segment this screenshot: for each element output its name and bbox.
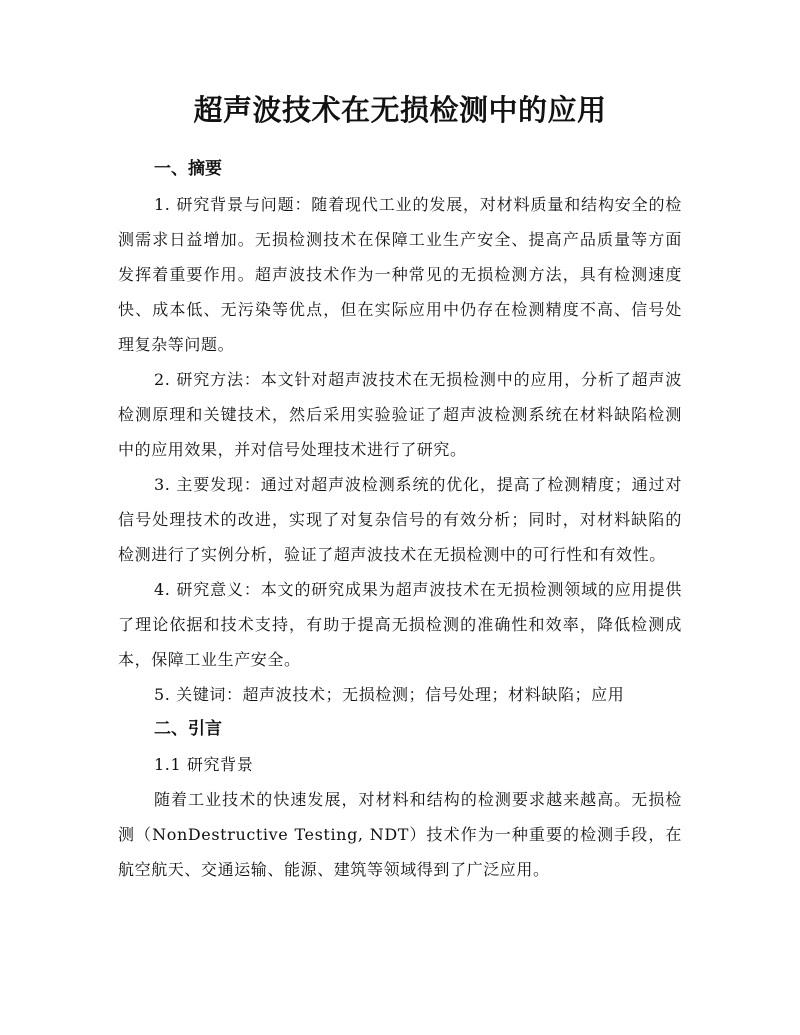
abstract-item-method: 2. 研究方法：本文针对超声波技术在无损检测中的应用，分析了超声波检测原理和关键技术，然后采用实验验证了超声波检测系统在材料缺陷检测中的应用效果，并对信号处理技术进行了研究。 xyxy=(118,370,682,459)
intro-paragraph: 随着工业技术的快速发展，对材料和结构的检测要求越来越高。无损检测（NonDestructive Testing, NDT）技术作为一种重要的检测手段，在航空航天、交通运输、能源、建筑等领域得到了广泛应用。 xyxy=(118,790,682,879)
intro-subheading: 1.1 研究背景 xyxy=(154,755,254,774)
abstract-item-findings: 3. 主要发现：通过对超声波检测系统的优化，提高了检测精度；通过对信号处理技术的改进，实现了对复杂信号的有效分析；同时，对材料缺陷的检测进行了实例分析，验证了超声波技术在无损检测中的可行性和有效性。 xyxy=(118,475,682,564)
abstract-item-significance: 4. 研究意义：本文的研究成果为超声波技术在无损检测领域的应用提供了理论依据和技术支持，有助于提高无损检测的准确性和效率，降低检测成本，保障工业生产安全。 xyxy=(118,580,682,669)
intro-heading: 二、引言 xyxy=(154,719,222,739)
abstract-heading: 一、摘要 xyxy=(154,159,222,179)
abstract-item-keywords: 5. 关键词：超声波技术；无损检测；信号处理；材料缺陷；应用 xyxy=(154,685,625,704)
document-page xyxy=(118,88,682,887)
document-title: 超声波技术在无损检测中的应用 xyxy=(193,93,607,127)
abstract-item-background: 1. 研究背景与问题：随着现代工业的发展，对材料质量和结构安全的检测需求日益增加。无损检测技术在保障工业生产安全、提高产品质量等方面发挥着重要作用。超声波技术作为一种常见的无损检测方法，具有检测速度快、成本低、无污染等优点，但在实际应用中仍存在检测精度不高、信号处理复杂等问题。 xyxy=(118,195,682,354)
